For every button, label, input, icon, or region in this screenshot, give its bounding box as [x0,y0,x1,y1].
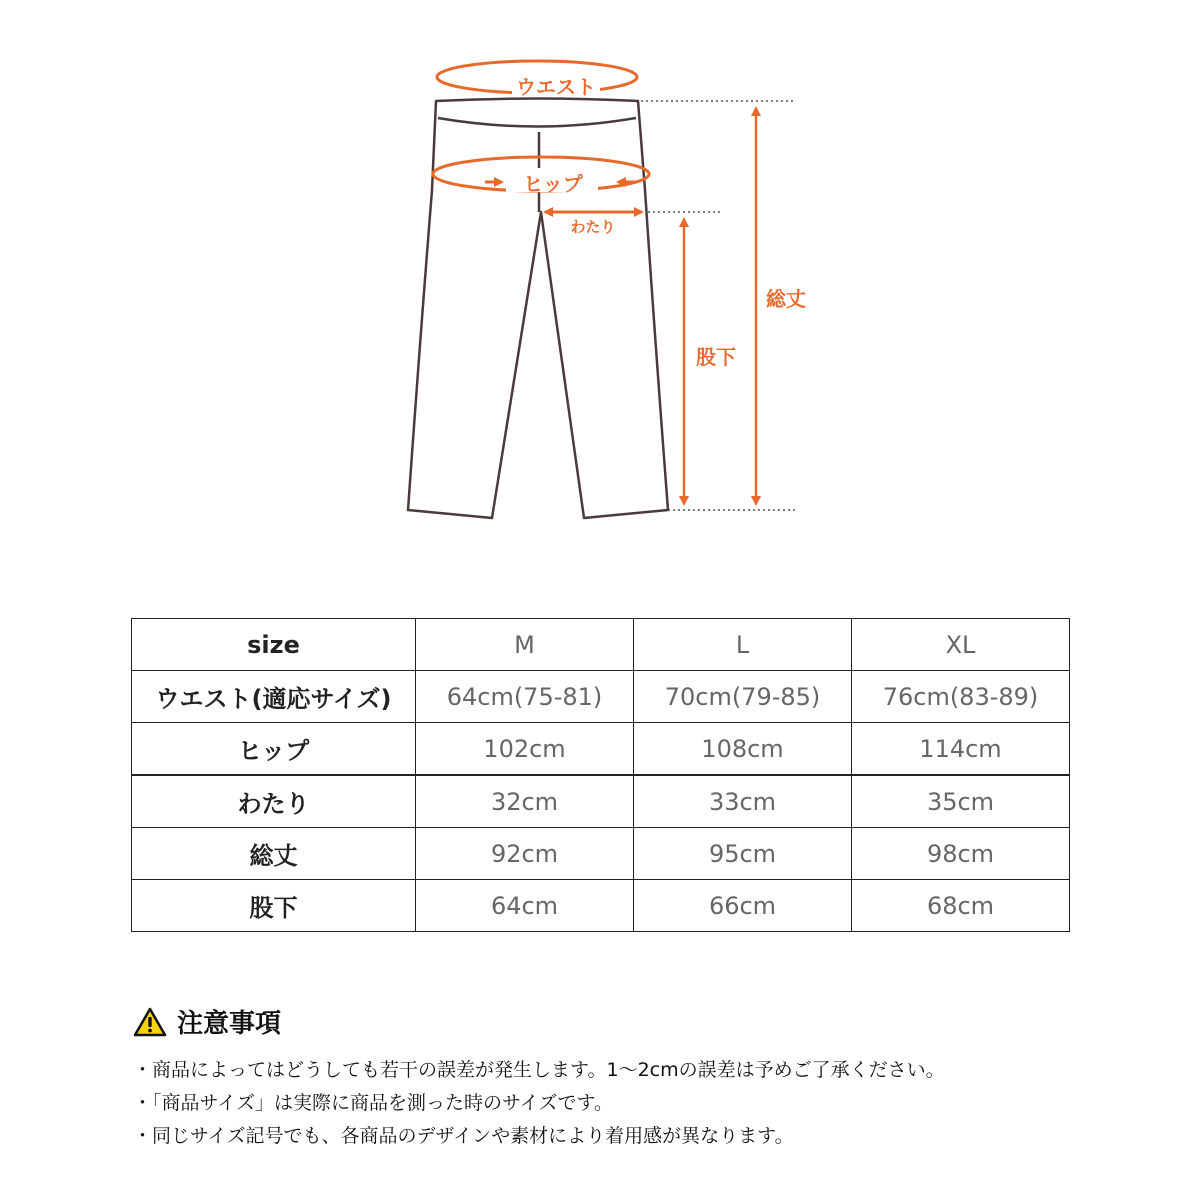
cell-value: 108cm [634,723,852,776]
header-l: L [634,619,852,671]
table-row-waist [132,671,1070,723]
cell-value: 95cm [634,828,852,880]
header-xl: XL [852,619,1070,671]
note-line: ・同じサイズ記号でも、各商品のデザインや素材により着用感が異なります。 [133,1125,794,1147]
cell-value: 33cm [634,775,852,828]
cell-value: 76cm(83-89) [852,671,1070,723]
header-size: size [132,619,416,671]
hip-label: ヒップ [523,172,583,196]
row-label: わたり [132,775,416,828]
row-label: 総丈 [132,828,416,880]
warning-icon [133,1007,167,1037]
table-header-row [132,619,1070,671]
cell-value: 92cm [416,828,634,880]
row-label: ウエスト(適応サイズ) [132,671,416,723]
cell-value: 64cm [416,880,634,932]
cell-value: 66cm [634,880,852,932]
notes-heading [133,1003,1093,1040]
pants-outline [408,99,668,519]
notes-title: 注意事項 [177,1009,282,1039]
table-row-thigh [132,775,1070,828]
cell-value: 70cm(79-85) [634,671,852,723]
row-label: ヒップ [132,723,416,776]
table-row-hip [132,723,1070,776]
note-line: ・「商品サイズ」は実際に商品を測った時のサイズです。 [133,1092,613,1114]
cell-value: 35cm [852,775,1070,828]
pants-measurement-diagram [0,0,1200,590]
table-row-inseam [132,880,1070,932]
table-row-total-length [132,828,1070,880]
cell-value: 98cm [852,828,1070,880]
note-line: ・商品によってはどうしても若干の誤差が発生します。1〜2cmの誤差は予めご了承ください。 [133,1059,945,1081]
inseam-label: 股下 [696,345,736,369]
cell-value: 64cm(75-81) [416,671,634,723]
notes-section [133,1003,1093,1153]
cell-value: 102cm [416,723,634,776]
header-m: M [416,619,634,671]
waist-label: ウエスト [516,75,596,99]
row-label: 股下 [132,880,416,932]
size-table [131,618,1070,932]
cell-value: 114cm [852,723,1070,776]
thigh-label: わたり [570,218,616,236]
cell-value: 32cm [416,775,634,828]
cell-value: 68cm [852,880,1070,932]
total-length-label: 総丈 [766,287,806,311]
